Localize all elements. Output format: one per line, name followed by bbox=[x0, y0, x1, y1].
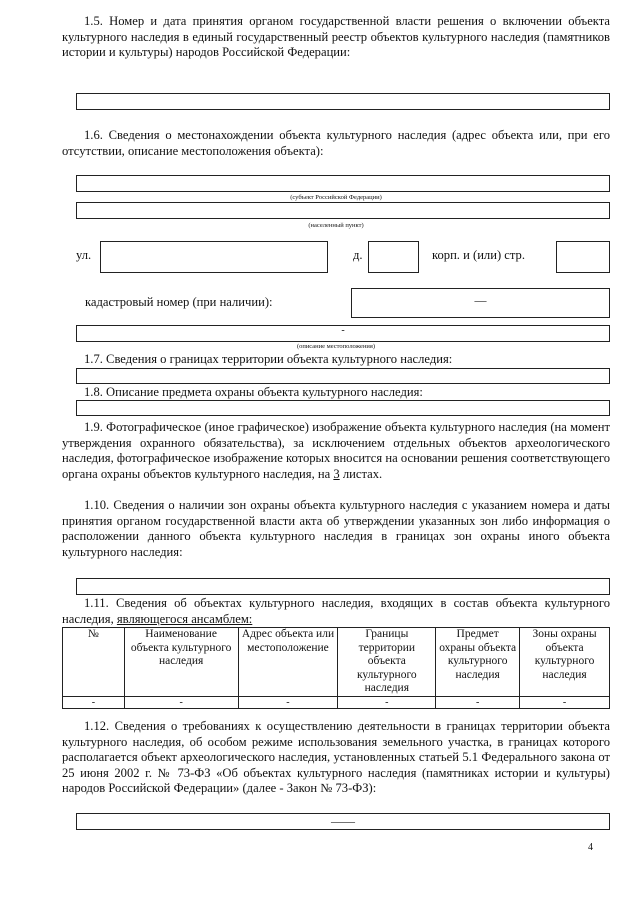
cell-name[interactable]: - bbox=[124, 696, 238, 708]
section-1-8-text bbox=[62, 385, 610, 401]
section-1-10-number: 1.10. bbox=[84, 498, 110, 512]
section-1-5-text bbox=[62, 14, 610, 61]
section-1-11-ensemble: являющегося ансамблем: bbox=[116, 611, 253, 626]
section-1-11-body: Сведения об объектах культурного наследия, входящих в состав объекта культурного наследия, bbox=[62, 596, 610, 626]
table-row bbox=[63, 696, 610, 708]
cell-number[interactable]: - bbox=[63, 696, 125, 708]
territory-boundaries-field[interactable] bbox=[76, 368, 610, 384]
registry-decision-field[interactable] bbox=[76, 93, 610, 110]
page-number: 4 bbox=[588, 842, 593, 853]
location-description-value: - bbox=[341, 325, 345, 336]
section-1-12-text bbox=[62, 719, 610, 797]
section-1-5-number: 1.5. bbox=[84, 14, 103, 28]
section-1-10-text bbox=[62, 498, 610, 560]
section-1-9-text bbox=[62, 420, 610, 482]
table-header-row bbox=[63, 628, 610, 697]
col-header-subject: Предмет охраны объекта культурного наследия bbox=[436, 628, 520, 697]
cell-address[interactable]: - bbox=[238, 696, 338, 708]
cell-subject[interactable]: - bbox=[436, 696, 520, 708]
section-1-12-body: Сведения о требованиях к осуществлению деятельности в границах территории объекта культурного наследия, об особом режиме использования земельного участка, в границах которого располагается объект археологического наследия, установленных статьей 5.1 Федерального закона от 25 июня 2002 г. № 73-ФЗ «Об объектах культурного наследия (памятниках истории и культуры) народов Российской Федерации» (далее - Закон № 73-ФЗ): bbox=[62, 719, 611, 795]
section-1-5-body: Номер и дата принятия органом государственной власти решения о включении объекта культурного наследия в единый государственный реестр объектов культурного наследия (памятников истории и культуры) народов Российской Федерации: bbox=[62, 14, 610, 59]
section-1-10-body: Сведения о наличии зон охраны объекта культурного наследия с указанием номера и даты принятия органом государственной власти акта об утверждении указанных зон либо информация о расположении данного объекта культурного наследия в границах зон охраны иного объекта культурного наследия: bbox=[62, 498, 610, 559]
activity-requirements-value: —— bbox=[331, 814, 355, 828]
col-header-number: № bbox=[63, 628, 125, 697]
subject-caption: (субъект Российской Федерации) bbox=[290, 194, 382, 201]
ensemble-objects-table bbox=[62, 627, 610, 709]
cadastral-value: — bbox=[474, 293, 487, 307]
settlement-field[interactable] bbox=[76, 202, 610, 219]
location-caption: (описание местоположения) bbox=[296, 343, 376, 350]
section-1-6-number: 1.6. bbox=[84, 128, 103, 142]
sheets-word: листах. bbox=[342, 466, 383, 481]
house-field[interactable] bbox=[368, 241, 419, 273]
col-header-name: Наименование объекта культурного наследия bbox=[124, 628, 238, 697]
col-header-boundaries: Границы территории объекта культурного наследия bbox=[338, 628, 436, 697]
street-field[interactable] bbox=[100, 241, 328, 273]
section-1-11-number: 1.11. bbox=[84, 596, 109, 610]
col-header-address: Адрес объекта или местоположение bbox=[238, 628, 338, 697]
section-1-6-body: Сведения о местонахождении объекта культурного наследия (адрес объекта или, при его отсутствии, описание местоположения объекта): bbox=[62, 128, 610, 158]
building-field[interactable] bbox=[556, 241, 610, 273]
building-label: корп. и (или) стр. bbox=[432, 248, 525, 262]
house-label: д. bbox=[353, 248, 363, 262]
section-1-9-number: 1.9. bbox=[84, 420, 103, 434]
protection-zones-field[interactable] bbox=[76, 578, 610, 595]
section-1-11-text bbox=[62, 596, 610, 627]
section-1-6-text bbox=[62, 128, 610, 159]
section-1-7-body: 1.7. Сведения о границах территории объекта культурного наследия: bbox=[84, 352, 453, 366]
cell-zones[interactable]: - bbox=[520, 696, 610, 708]
sheets-count: 3 bbox=[333, 466, 340, 481]
section-1-9-body: Фотографическое (иное графическое) изображение объекта культурного наследия (на момент утверждения охранного обязательства), за исключением отдельных объектов археологического наследия, фотографическое изображение которых вносится на основании решения соответствующего органа охраны объектов культурного наследия, на bbox=[62, 420, 610, 481]
subject-field[interactable] bbox=[76, 175, 610, 192]
cadastral-label: кадастровый номер (при наличии): bbox=[85, 295, 273, 309]
protection-subject-field[interactable] bbox=[76, 400, 610, 416]
settlement-caption: (населенный пункт) bbox=[308, 222, 364, 229]
street-label: ул. bbox=[76, 248, 92, 262]
cell-boundaries[interactable]: - bbox=[338, 696, 436, 708]
section-1-8-body: 1.8. Описание предмета охраны объекта культурного наследия: bbox=[84, 385, 423, 399]
col-header-zones: Зоны охраны объекта культурного наследия bbox=[520, 628, 610, 697]
section-1-7-text bbox=[62, 352, 610, 368]
section-1-12-number: 1.12. bbox=[84, 719, 110, 733]
